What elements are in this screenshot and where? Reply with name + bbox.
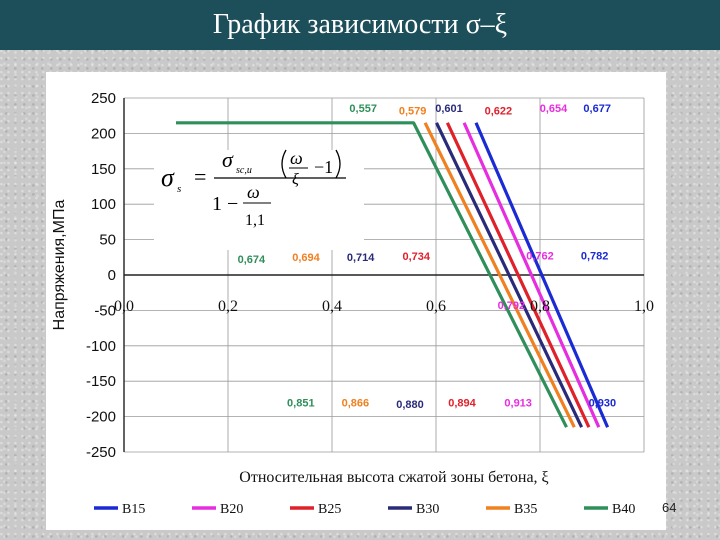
formula-equals: = <box>194 164 207 189</box>
data-label: 0,792 <box>497 299 526 312</box>
formula-num-sigma: σ <box>222 147 233 172</box>
x-tick-label: 0,4 <box>322 298 342 315</box>
data-label: 0,762 <box>526 250 554 263</box>
data-label: 0,894 <box>448 397 476 410</box>
y-tick-label: -250 <box>85 444 116 461</box>
formula-num-sub: sc,u <box>236 165 252 176</box>
formula <box>154 147 364 250</box>
slide-title-bar <box>0 0 720 50</box>
slide-content <box>46 72 677 530</box>
data-label: 0,880 <box>396 399 424 412</box>
legend-label-B35: В35 <box>514 502 538 517</box>
y-tick-label: -100 <box>85 337 116 355</box>
y-tick-label: 250 <box>90 90 116 107</box>
legend <box>94 502 635 517</box>
y-tick-label: 100 <box>90 196 116 214</box>
formula-den-one: 1 − <box>212 193 239 215</box>
y-tick-label: -50 <box>94 302 116 320</box>
data-label: 0,674 <box>237 253 266 266</box>
legend-label-B40: В40 <box>612 502 636 517</box>
formula-minus-one: −1 <box>314 157 334 177</box>
data-label: 0,782 <box>580 250 609 263</box>
data-label: 0,734 <box>402 251 431 264</box>
data-label: 0,622 <box>484 105 513 118</box>
page-number: 64 <box>662 500 677 515</box>
stress-chart <box>46 72 666 530</box>
formula-den-omega: ω <box>247 182 260 202</box>
x-tick-label: 0,6 <box>426 298 446 315</box>
x-tick-label: 1,0 <box>634 298 654 315</box>
data-label: 0,930 <box>588 397 617 410</box>
data-label: 0,694 <box>292 251 320 264</box>
y-tick-label: 0 <box>107 267 116 284</box>
formula-sub-s: s <box>177 183 182 195</box>
data-label: 0,677 <box>583 103 611 116</box>
y-tick-label: 200 <box>90 125 116 143</box>
data-label: 0,601 <box>435 103 463 116</box>
legend-label-B20: В20 <box>220 502 244 517</box>
legend-label-B15: В15 <box>122 502 146 517</box>
legend-label-B25: В25 <box>318 502 342 517</box>
formula-omega: ω <box>290 148 303 168</box>
x-axis-title: Относительная высота сжатой зоны бетона, ξ <box>239 469 549 486</box>
data-label: 0,851 <box>287 397 315 410</box>
y-tick-label: -150 <box>85 373 116 391</box>
data-label: 0,714 <box>346 251 375 264</box>
y-tick-label: -200 <box>85 408 116 426</box>
x-tick-label: 0,2 <box>218 298 238 315</box>
y-tick-label: 150 <box>90 160 116 178</box>
x-tick-label: 0,0 <box>114 298 134 315</box>
formula-xi: ξ <box>292 171 299 188</box>
data-label: 0,557 <box>349 103 377 116</box>
data-label: 0,579 <box>398 105 427 118</box>
data-label: 0,654 <box>539 103 568 116</box>
y-tick-label: 50 <box>99 231 116 249</box>
x-tick-label: 0,8 <box>530 298 550 315</box>
slide-title: График зависимости σ–ξ <box>212 9 508 40</box>
legend-label-B30: В30 <box>416 502 440 517</box>
y-axis-title: Напряжения,МПа <box>51 199 68 331</box>
axis-labels <box>51 90 654 486</box>
formula-sigma: σ <box>161 163 174 192</box>
data-label: 0,866 <box>341 397 370 410</box>
data-label: 0,913 <box>504 397 532 410</box>
formula-den-const: 1,1 <box>245 212 265 229</box>
